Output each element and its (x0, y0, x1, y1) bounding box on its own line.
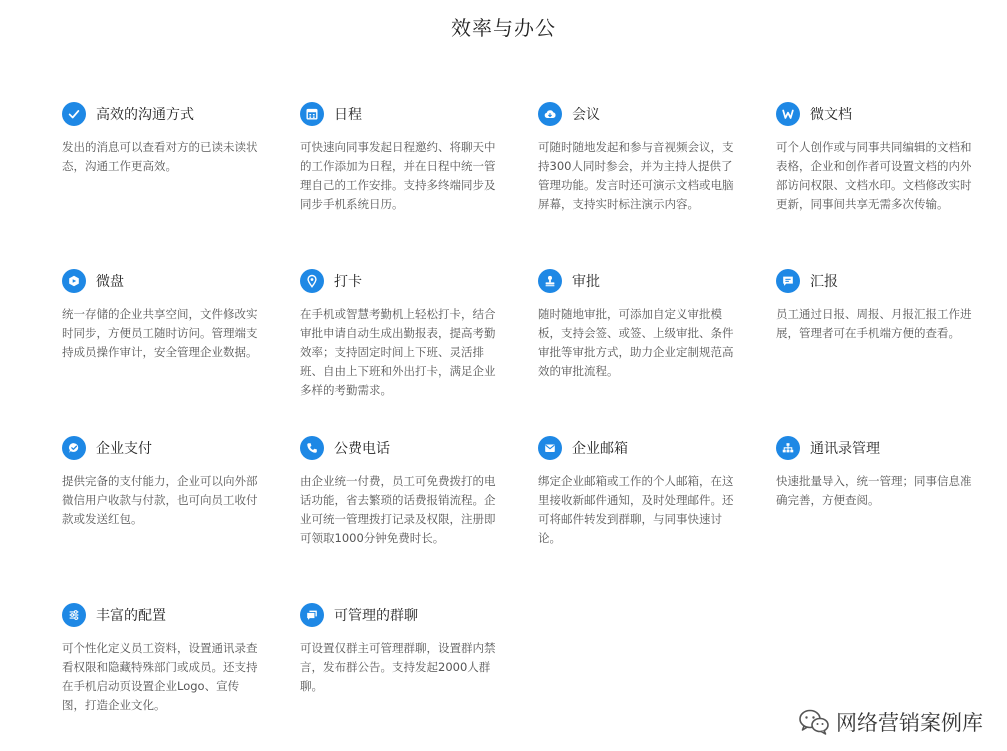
stamp-icon (538, 269, 562, 293)
feature-title: 日程 (334, 107, 362, 123)
wechat-logo-icon (798, 708, 830, 736)
watermark-text: 网络营销案例库 (836, 711, 983, 735)
doc-w-icon (776, 102, 800, 126)
feature-item (62, 434, 300, 601)
feature-title: 会议 (572, 107, 600, 123)
sliders-icon (62, 603, 86, 627)
feature-title: 企业支付 (96, 441, 152, 457)
feature-description: 提供完备的支付能力，企业可以向外部微信用户收款与付款，也可向员工收付款或发送红包。 (62, 474, 258, 526)
feature-description: 在手机或智慧考勤机上轻松打卡，结合审批申请自动生成出勤报表，提高考勤效率；支持固定时间上下班、灵活排班、自由上下班和外出打卡，满足企业多样的考勤需求。 (300, 307, 496, 397)
feature-item (300, 267, 538, 434)
checkmark-icon (62, 102, 86, 126)
feature-item (62, 267, 300, 434)
chat-icon (300, 603, 324, 627)
cloud-icon (538, 102, 562, 126)
feature-description: 统一存储的企业共享空间，文件修改实时同步，方便员工随时访问。管理端支持成员操作审计，安全管理企业数据。 (62, 307, 258, 359)
feature-description: 可个性化定义员工资料，设置通讯录查看权限和隐藏特殊部门或成员。还支持在手机启动页设置企业Logo、宣传图，打造企业文化。 (62, 641, 258, 712)
payment-icon (62, 436, 86, 460)
feature-title: 企业邮箱 (572, 441, 628, 457)
phone-icon (300, 436, 324, 460)
feature-description: 由企业统一付费，员工可免费拨打的电话功能，省去繁琐的话费报销流程。企业可统一管理拨打记录及权限，注册即可领取1000分钟免费时长。 (300, 474, 496, 545)
feature-item (300, 100, 538, 267)
feature-description: 发出的消息可以查看对方的已读未读状态，沟通工作更高效。 (62, 140, 258, 173)
disk-icon (62, 269, 86, 293)
feature-description: 绑定企业邮箱或工作的个人邮箱，在这里接收新邮件通知，及时处理邮件。还可将邮件转发到群聊，与同事快速讨论。 (538, 474, 734, 545)
feature-description: 可快速向同事发起日程邀约、将聊天中的工作添加为日程，并在日程中统一管理自己的工作安排。支持多终端同步及同步手机系统日历。 (300, 140, 496, 211)
feature-description: 快速批量导入，统一管理；同事信息准确完善，方便查阅。 (776, 474, 972, 507)
feature-item (776, 267, 1007, 434)
feature-item (538, 100, 776, 267)
feature-description: 可个人创作或与同事共同编辑的文档和表格，企业和创作者可设置文档的内外部访问权限、文档水印。文档修改实时更新，同事间共享无需多次传输。 (776, 140, 972, 211)
feature-title: 汇报 (810, 274, 838, 290)
feature-title: 丰富的配置 (96, 608, 166, 624)
feature-item (776, 100, 1007, 267)
feature-description: 员工通过日报、周报、月报汇报工作进展，管理者可在手机端方便的查看。 (776, 307, 972, 340)
feature-item (62, 100, 300, 267)
feature-item (538, 267, 776, 434)
feature-title: 通讯录管理 (810, 441, 880, 457)
feature-title: 微盘 (96, 274, 124, 290)
feature-title: 可管理的群聊 (334, 608, 418, 624)
org-chart-icon (776, 436, 800, 460)
feature-title: 打卡 (334, 274, 362, 290)
feature-item (776, 434, 1007, 601)
mail-icon (538, 436, 562, 460)
feature-description: 随时随地审批，可添加自定义审批模板，支持会签、或签、上级审批、条件审批等审批方式，助力企业定制规范高效的审批流程。 (538, 307, 734, 378)
feature-title: 公费电话 (334, 441, 390, 457)
page-title: 效率与办公 (451, 16, 556, 40)
feature-title: 高效的沟通方式 (96, 107, 194, 123)
feature-grid (62, 100, 1007, 751)
feature-title: 微文档 (810, 107, 852, 123)
feature-item (62, 601, 300, 751)
watermark (798, 707, 983, 737)
feature-item (300, 434, 538, 601)
report-icon (776, 269, 800, 293)
feature-description: 可设置仅群主可管理群聊，设置群内禁言，发布群公告。支持发起2000人群聊。 (300, 641, 496, 693)
feature-item (538, 434, 776, 601)
feature-item (300, 601, 538, 751)
feature-description: 可随时随地发起和参与音视频会议，支持300人同时参会，并为主持人提供了管理功能。发言时还可演示文档或电脑屏幕，支持实时标注演示内容。 (538, 140, 734, 211)
feature-title: 审批 (572, 274, 600, 290)
location-pin-icon (300, 269, 324, 293)
calendar-icon (300, 102, 324, 126)
